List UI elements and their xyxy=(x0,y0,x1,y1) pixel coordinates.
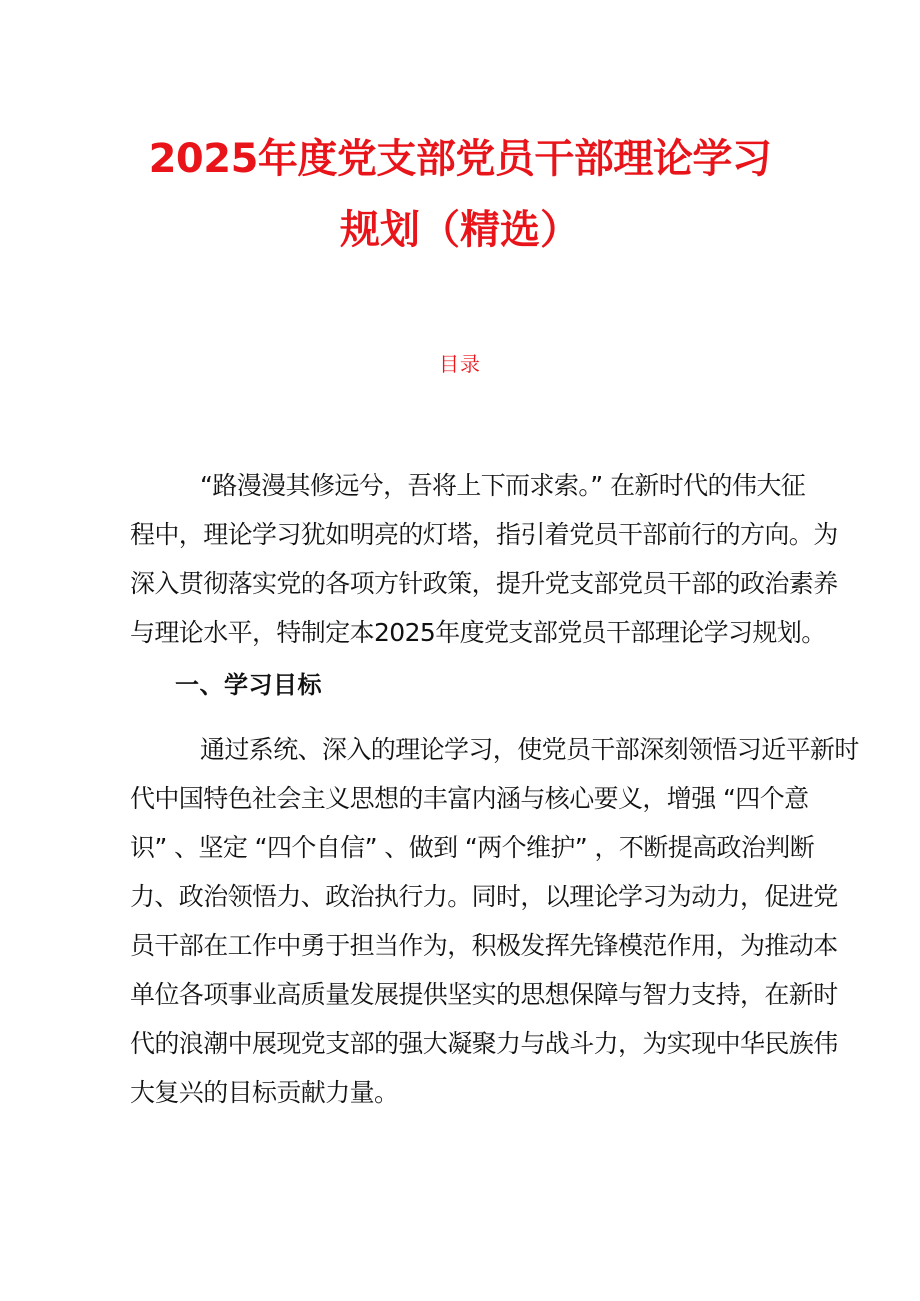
section-1-line: 代中国特色社会主义思想的丰富内涵与核心要义，增强 “四个意 xyxy=(130,784,809,813)
section-1-paragraph xyxy=(130,725,859,1117)
intro-line: 程中，理论学习犹如明亮的灯塔，指引着党员干部前行的方向。为 xyxy=(130,520,838,549)
section-1-line: 大复兴的目标贡献力量。 xyxy=(130,1078,399,1107)
section-1-line: 力、政治领悟力、政治执行力。同时，以理论学习为动力，促进党 xyxy=(130,882,838,911)
section-1-line: 员干部在工作中勇于担当作为，积极发挥先锋模范作用，为推动本 xyxy=(130,931,838,960)
section-1-line: 通过系统、深入的理论学习，使党员干部深刻领悟习近平新时 xyxy=(200,735,859,764)
document-title-line-2: 规划（精选） xyxy=(340,207,580,253)
intro-line: “路漫漫其修远兮，吾将上下而求索。” 在新时代的伟大征 xyxy=(200,471,806,500)
section-1-line: 代的浪潮中展现党支部的强大凝聚力与战斗力，为实现中华民族伟 xyxy=(130,1029,838,1058)
intro-paragraph xyxy=(130,461,838,657)
document-title-line-1: 2025年度党支部党员干部理论学习 xyxy=(148,136,772,182)
table-of-contents-label: 目录 xyxy=(439,352,481,376)
section-1-line: 单位各项事业高质量发展提供坚实的思想保障与智力支持，在新时 xyxy=(130,980,838,1009)
section-heading-learning-goals: 一、学习目标 xyxy=(175,671,322,699)
intro-line: 深入贯彻落实党的各项方针政策，提升党支部党员干部的政治素养 xyxy=(130,569,838,598)
intro-line: 与理论水平，特制定本2025年度党支部党员干部理论学习规划。 xyxy=(130,618,826,647)
section-1-line: 识” 、坚定 “四个自信” 、做到 “两个维护” ，不断提高政治判断 xyxy=(130,833,815,862)
